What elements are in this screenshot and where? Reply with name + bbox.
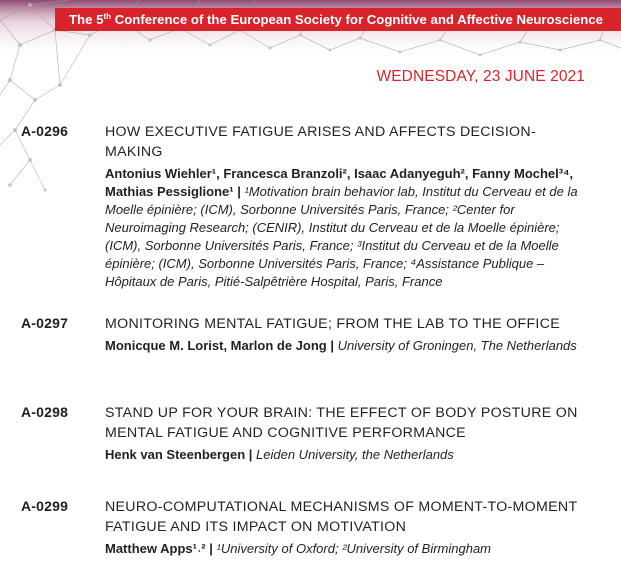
author-names: Monicque M. Lorist, Marlon de Jong: [105, 338, 327, 353]
author-separator: |: [233, 184, 245, 199]
abstract-authors-block: [105, 165, 585, 291]
author-affiliations: University of Groningen, The Netherlands: [337, 338, 577, 353]
author-affiliations: ¹University of Oxford; ²University of Birmingham: [216, 541, 492, 556]
conference-banner: [55, 8, 621, 31]
banner-text-rest: Conference of the European Society for Cognitive and Affective Neuroscience: [111, 12, 603, 27]
abstract-title: MONITORING MENTAL FATIGUE; FROM THE LAB TO THE OFFICE: [105, 316, 560, 332]
abstract-code: A-0298: [21, 404, 69, 420]
abstract-code: A-0299: [21, 498, 69, 514]
abstract-authors-block: [105, 337, 585, 355]
abstract-title: STAND UP FOR YOUR BRAIN: THE EFFECT OF BODY POSTURE ON MENTAL FATIGUE AND COGNITIVE PERFORMANCE: [105, 405, 578, 441]
abstract-title: NEURO-COMPUTATIONAL MECHANISMS OF MOMENT-TO-MOMENT FATIGUE AND ITS IMPACT ON MOTIVATION: [105, 499, 578, 535]
author-affiliations: Leiden University, the Netherlands: [256, 447, 454, 462]
session-date: WEDNESDAY, 23 JUNE 2021: [376, 68, 585, 85]
abstract-authors-block: [105, 540, 585, 558]
author-affiliations: ¹Motivation brain behavior lab, Institut du Cerveau et de la Moelle épinière; (ICM), Sorbonne Universités Paris, France; ²Center for Neuroimaging Research; (CENIR), Institut du Cerveau et de la Moelle épinière; (ICM), Sorbonne Universités Paris, France; ³Institut du Cerveau et de la Moelle épinière; (ICM), Sorbonne Universités Paris, France; ⁴Assistance Publique – Hôpitaux de Paris, Pitié-Salpêtrière Hospital, Paris, France: [105, 184, 578, 289]
abstract-code: A-0297: [21, 315, 69, 331]
abstract-code: A-0296: [21, 123, 69, 139]
abstract-authors-block: [105, 446, 585, 464]
author-names: Matthew Apps¹˒²: [105, 541, 206, 556]
banner-ordinal-suffix: th: [103, 12, 112, 21]
author-names: Henk van Steenbergen: [105, 447, 246, 462]
author-separator: |: [326, 338, 338, 353]
author-separator: |: [205, 541, 217, 556]
banner-text-prefix: The 5: [69, 12, 104, 27]
author-names: Antonius Wiehler¹, Francesca Branzoli², Isaac Adanyeguh², Fanny Mochel³⁴, Mathias Pessiglione¹: [105, 166, 574, 199]
abstract-title: HOW EXECUTIVE FATIGUE ARISES AND AFFECTS DECISION-MAKING: [105, 124, 536, 160]
author-separator: |: [245, 447, 257, 462]
